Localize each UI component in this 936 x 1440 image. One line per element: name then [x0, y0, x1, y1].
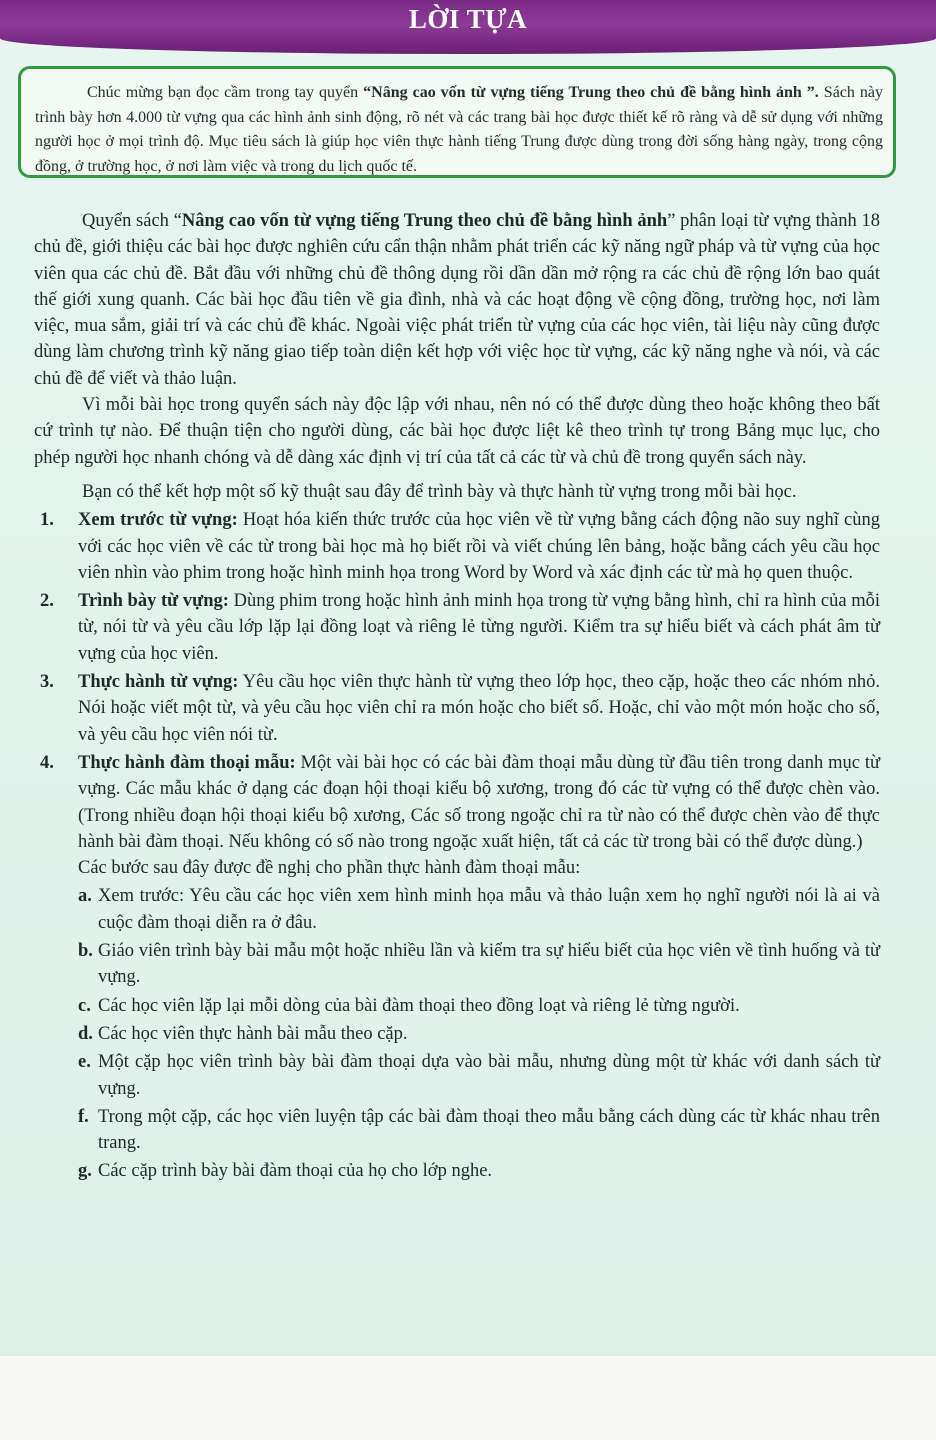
- step-item: [78, 883, 880, 936]
- step-letter: e.: [78, 1052, 91, 1073]
- step-item: [78, 1158, 880, 1184]
- step-text: Các học viên thực hành bài mẫu theo cặp.: [98, 1023, 408, 1044]
- p1-text-after: ” phân loại từ vựng thành 18 chủ đề, giới thiệu các bài học được nghiên cứu cẩn thận nhằm phát triển các kỹ năng ngữ pháp và từ vựng của học viên qua các chủ đề. Bắt đầu với những chủ đề thông dụng rồi dần dần mở rộng ra các chủ đề rộng lớn bao quát thế giới xung quanh. Các bài học đầu tiên về gia đình, nhà và các hoạt động về cộng đồng, trường học, nơi làm việc, mua sắm, giải trí và các chủ đề khác. Ngoài việc phát triển từ vựng của các học viên, tài liệu này cũng được dùng làm chương trình kỹ năng giao tiếp toàn diện kết hợp với việc học từ vựng, các kỹ năng nghe và nói, và các chủ đề để viết và thảo luận.: [34, 211, 880, 389]
- step-item: [78, 993, 880, 1019]
- list-item: [34, 669, 880, 748]
- steps-list: [34, 883, 880, 1184]
- step-item: [78, 1104, 880, 1157]
- list-number: 2.: [40, 591, 54, 612]
- paragraph-3: Bạn có thể kết hợp một số kỹ thuật sau đây để trình bày và thực hành từ vựng trong mỗi bài học.: [82, 481, 797, 502]
- step-letter: d.: [78, 1023, 93, 1044]
- list-number: 4.: [40, 752, 54, 773]
- techniques-list: [34, 507, 880, 855]
- step-letter: b.: [78, 941, 93, 962]
- step-text: Các học viên lặp lại mỗi dòng của bài đàm thoại theo đồng loạt và riêng lẻ từng người.: [98, 995, 740, 1016]
- list-number: 1.: [40, 510, 54, 531]
- list-item-title: Trình bày từ vựng:: [78, 591, 229, 612]
- list-item-title: Thực hành đàm thoại mẫu:: [78, 752, 296, 773]
- p1-text-before: Quyển sách “: [82, 211, 182, 231]
- list-item: [34, 507, 880, 586]
- step-text: Các cặp trình bày bài đàm thoại của họ cho lớp nghe.: [98, 1161, 493, 1182]
- chapter-header-banner: [0, 0, 936, 54]
- intro-text-after: Sách này trình bày hơn 4.000 từ vựng qua các hình ảnh sinh động, rõ nét và các trang bài học được thiết kế rõ ràng và dễ sử dụng với những người học ở mọi trình độ. Mục tiêu sách là giúp học viên thực hành tiếng Trung được dùng trong đời sống hàng ngày, trong cộng đồng, ở trường học, ở nơi làm việc và trong du lịch quốc tế.: [35, 84, 884, 175]
- step-item: [78, 1021, 880, 1047]
- list-item-text: Yêu cầu học viên thực hành từ vựng theo lớp học, theo cặp, hoặc theo các nhóm nhỏ. Nói hoặc viết một từ, và yêu cầu học viên chỉ ra món hoặc cho biết số. Hoặc, chỉ vào một món hoặc cho số, và yêu cầu học viên nói từ.: [78, 672, 880, 745]
- step-letter: a.: [78, 886, 92, 907]
- step-item: [78, 938, 880, 991]
- steps-intro: Các bước sau đây được đề nghị cho phần thực hành đàm thoại mẫu:: [78, 858, 581, 879]
- step-text: Trong một cặp, các học viên luyện tập các bài đàm thoại theo mẫu bằng cách dùng các từ khác nhau trên trang.: [98, 1106, 880, 1154]
- step-text: Xem trước: Yêu cầu các học viên xem hình minh họa mẫu và thảo luận xem họ nghĩ người nói là ai và cuộc đàm thoại diễn ra ở đâu.: [98, 886, 880, 933]
- paragraph-1: [34, 208, 880, 392]
- step-letter: f.: [78, 1106, 89, 1127]
- main-content: [34, 208, 880, 1185]
- list-item-text: Hoạt hóa kiến thức trước của học viên về từ vựng bằng cách động não suy nghĩ cùng với các học viên về các từ trong bài học mà họ biết rồi và viết chúng lên bảng, hoặc bằng cách yêu cầu học viên nhìn vào phim trong hoặc hình minh họa trong Word by Word và xác định các từ mà họ quen thuộc.: [78, 510, 880, 583]
- step-letter: c.: [78, 995, 91, 1016]
- list-item-title: Thực hành từ vựng:: [78, 672, 239, 693]
- step-text: Giáo viên trình bày bài mẫu một hoặc nhiều lần và kiểm tra sự hiểu biết của học viên về tình huống và từ vựng.: [98, 941, 880, 988]
- list-number: 3.: [40, 672, 54, 693]
- intro-book-title: “Nâng cao vốn từ vựng tiếng Trung theo chủ đề bằng hình ảnh ”.: [363, 84, 819, 101]
- step-letter: g.: [78, 1161, 92, 1182]
- intro-paragraph: [35, 81, 883, 179]
- list-item-text: Dùng phim trong hoặc hình ảnh minh họa trong từ vựng bằng hình, chỉ ra hình của mỗi từ, nói từ và yêu cầu lớp lặp lại đồng loạt và riêng lẻ từng người. Kiểm tra sự hiểu biết và cách phát âm từ vựng của học viên.: [78, 591, 880, 664]
- paragraph-2: Vì mỗi bài học trong quyển sách này độc lập với nhau, nên nó có thể được dùng theo hoặc không theo bất cứ trình tự nào. Để thuận tiện cho người dùng, các bài học được liệt kê theo trình tự trong Bảng mục lục, cho phép người học nhanh chóng và dễ dàng xác định vị trí của tất cả các từ và chủ đề trong quyển sách này.: [34, 395, 880, 468]
- page-title: LỜI TỰA: [408, 4, 528, 34]
- step-item: [78, 1049, 880, 1102]
- list-item-title: Xem trước từ vựng:: [78, 510, 238, 531]
- page-bottom-margin: [0, 1356, 936, 1440]
- step-text: Một cặp học viên trình bày bài đàm thoại dựa vào bài mẫu, nhưng dùng một từ khác với danh sách từ vựng.: [98, 1052, 880, 1099]
- list-item: [34, 750, 880, 855]
- p1-book-title: Nâng cao vốn từ vựng tiếng Trung theo chủ đề bằng hình ảnh: [181, 211, 668, 231]
- intro-box: [18, 66, 896, 178]
- intro-text-before: Chúc mừng bạn đọc cầm trong tay quyển: [87, 84, 364, 101]
- list-item-text: Một vài bài học có các bài đàm thoại mẫu dùng từ đầu tiên trong danh mục từ vựng. Các mẫu khác ở dạng các đoạn hội thoại kiểu bộ xương, trong đó các từ vựng có thể được chèn vào. (Trong nhiều đoạn hội thoại kiểu bộ xương, Các số trong ngoặc chỉ ra từ nào có thể được chèn vào để thực hành bài đàm thoại. Nếu không có số nào trong ngoặc xuất hiện, tất cả các từ trong bài có thể được dùng.): [78, 752, 880, 852]
- list-item: [34, 588, 880, 667]
